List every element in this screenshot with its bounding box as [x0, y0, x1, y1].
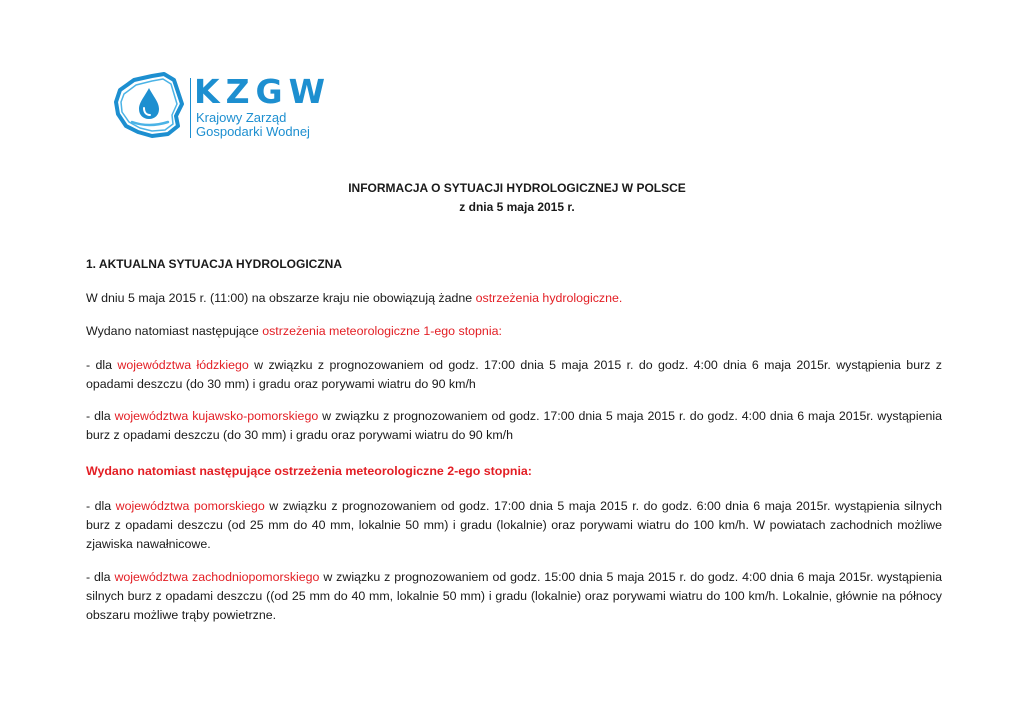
- paragraph-text: W dniu 5 maja 2015 r. (11:00) na obszarze kraju nie obowiązują żadne: [86, 291, 476, 305]
- logo-subtitle-line2: Gospodarki Wodnej: [196, 124, 310, 139]
- region-highlight: województwa zachodniopomorskiego: [114, 570, 320, 584]
- poland-map-drop-icon: [112, 70, 192, 142]
- paragraph-prefix: - dla: [86, 499, 116, 513]
- section-title: 1. AKTUALNA SYTUACJA HYDROLOGICZNA: [86, 257, 343, 271]
- warning-highlight: ostrzeżenia hydrologiczne.: [475, 291, 623, 305]
- paragraph-prefix: - dla: [86, 409, 115, 423]
- region-highlight: województwa pomorskiego: [115, 499, 265, 513]
- paragraph-text: w związku z prognozowaniem od godz. 15:00 dnia 5 maja 2015 r. do godz. 4:00 dnia 6 maja 2015r. wystąpienia silnych burz z opadami deszczu ((od 25 mm do 40 mm, lokalnie 50 mm) i gradu (lokalnie) oraz porywami wiatru do 100 km/h. Lokalnie, głównie na północy obszaru możliwe trąby powietrzne.: [86, 570, 943, 622]
- paragraph-text: w związku z prognozowaniem od godz. 17:00 dnia 5 maja 2015 r. do godz. 4:00 dnia 6 maja 2015r. wystąpienia burz z opadami deszczu (do 30 mm) i gradu oraz porywami wiatru do 90 km/h: [86, 409, 942, 442]
- paragraph-text: w związku z prognozowaniem od godz. 17:00 dnia 5 maja 2015 r. do godz. 4:00 dnia 6 maja 2015r. wystąpienia burz z opadami deszczu (do 30 mm) i gradu oraz porywami wiatru do 90 km/h: [86, 358, 942, 391]
- paragraph-meteo-level2: Wydano natomiast następujące ostrzeżenia meteorologiczne 2-ego stopnia:: [86, 464, 532, 478]
- region-highlight: województwa kujawsko-pomorskiego: [114, 409, 319, 423]
- paragraph-text: w związku z prognozowaniem od godz. 17:00 dnia 5 maja 2015 r. do godz. 6:00 dnia 6 maja 2015r. wystąpienia silnych burz z opadami deszczu (od 25 mm do 40 mm, lokalnie 50 mm) i gradu (lokalnie) oraz porywami wiatru do 100 km/h. W powiatach zachodnich możliwe zjawiska nawałnicowe.: [86, 499, 943, 551]
- kzgw-logo: [112, 70, 332, 150]
- paragraph-prefix: - dla: [86, 358, 118, 372]
- document-date: z dnia 5 maja 2015 r.: [459, 200, 575, 214]
- paragraph-prefix: - dla: [86, 570, 115, 584]
- paragraph-kujawsko-pomorskie: [86, 407, 942, 445]
- paragraph-zachodniopomorskie: [86, 568, 942, 625]
- region-highlight: województwa łódzkiego: [117, 358, 249, 372]
- warning-highlight: ostrzeżenia meteorologiczne 1-ego stopnia:: [262, 324, 502, 338]
- logo-subtitle-line1: Krajowy Zarząd: [196, 110, 287, 125]
- paragraph-lodzkie: [86, 356, 942, 394]
- paragraph-meteo-level1: [86, 322, 942, 341]
- document-title: INFORMACJA O SYTUACJI HYDROLOGICZNEJ W POLSCE: [348, 181, 686, 195]
- paragraph-pomorskie: [86, 497, 942, 554]
- logo-name: KZGW: [194, 72, 331, 111]
- logo-divider: [190, 78, 191, 138]
- paragraph-hydro-warnings: [86, 289, 942, 308]
- paragraph-text: Wydano natomiast następujące: [86, 324, 263, 338]
